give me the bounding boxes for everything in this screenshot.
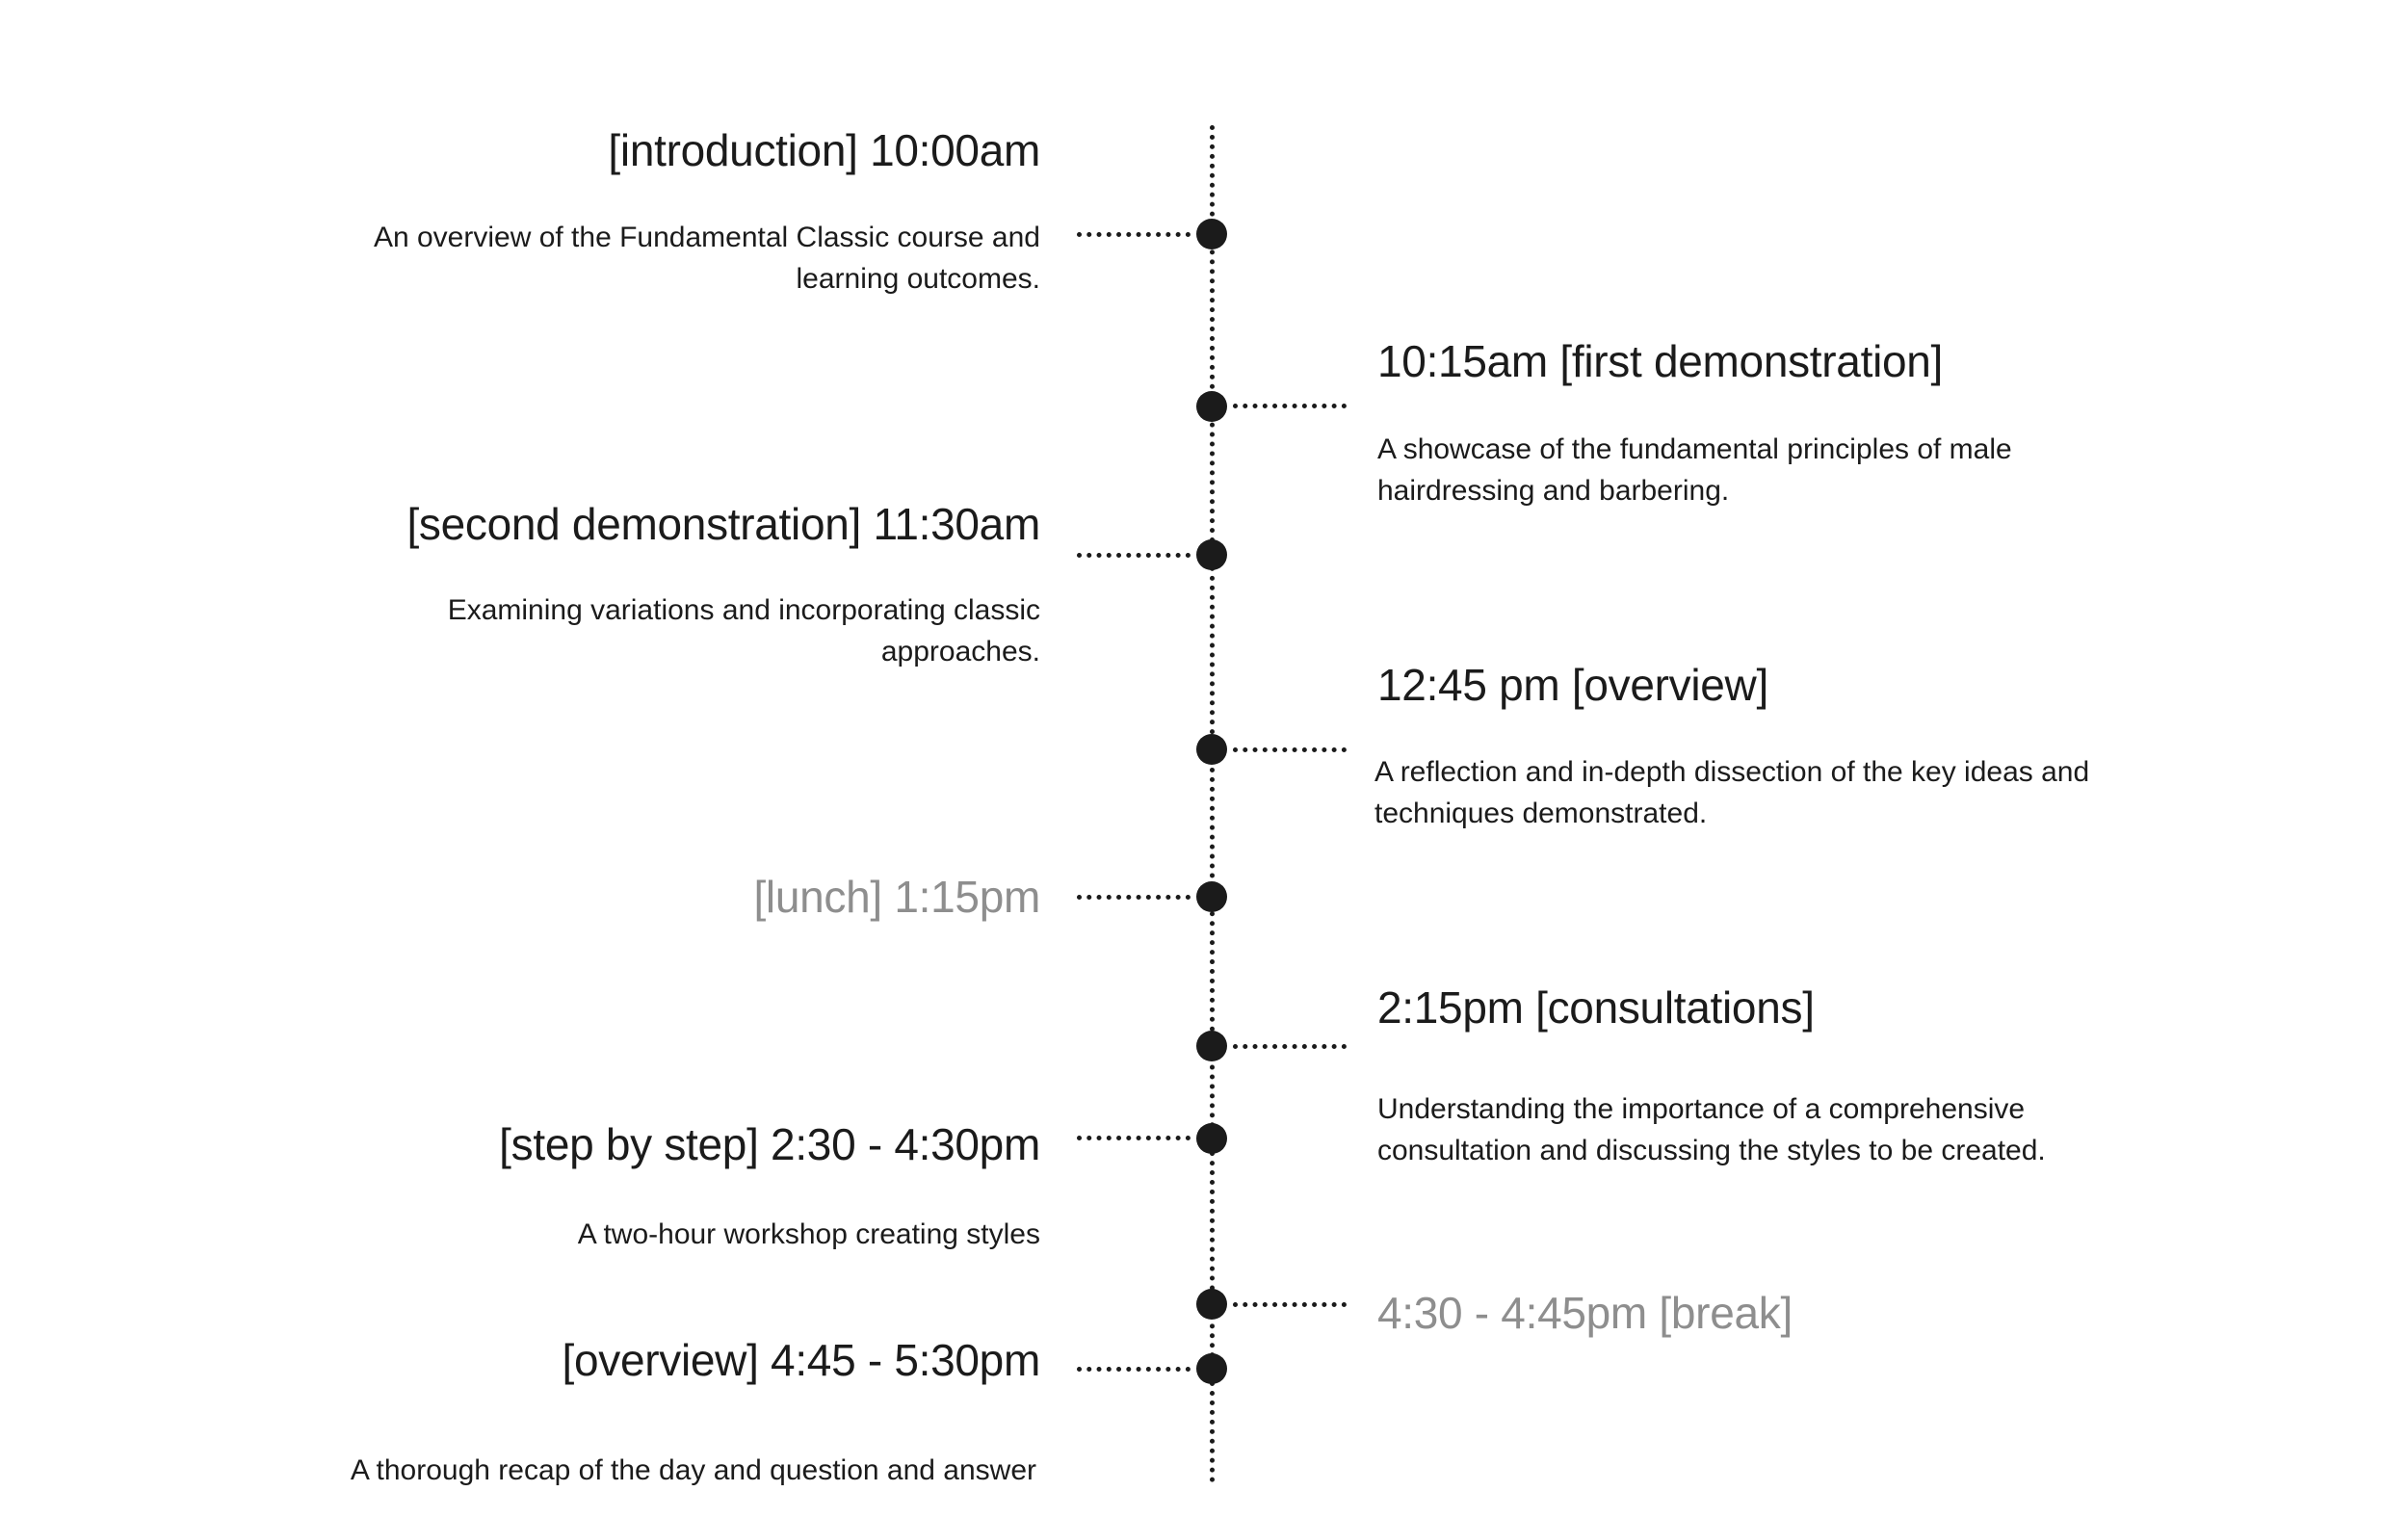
- event-description-line: consultation and discussing the styles to be created.: [1377, 1135, 2046, 1166]
- event-description-line: An overview of the Fundamental Classic course and: [373, 222, 1040, 253]
- event-title: [step by step] 2:30 - 4:30pm: [499, 1119, 1040, 1169]
- event-description-line: Understanding the importance of a comprehensive: [1377, 1093, 2026, 1125]
- event-title: [overview] 4:45 - 5:30pm: [562, 1335, 1040, 1385]
- timeline-connector: [1077, 553, 1191, 558]
- timeline-connector: [1077, 1136, 1191, 1140]
- event-title: [second demonstration] 11:30am: [406, 499, 1040, 549]
- timeline-connector: [1077, 895, 1191, 900]
- timeline-node: [1196, 1031, 1227, 1061]
- timeline-node: [1196, 1123, 1227, 1154]
- timeline-connector: [1233, 1044, 1347, 1049]
- timeline-connector: [1077, 1367, 1191, 1372]
- timeline-node: [1196, 219, 1227, 249]
- timeline-spine: [1210, 125, 1215, 1483]
- timeline-node: [1196, 539, 1227, 570]
- event-title: 10:15am [first demonstration]: [1377, 336, 1944, 386]
- timeline-node: [1196, 391, 1227, 422]
- event-description-line: learning outcomes.: [796, 263, 1040, 295]
- event-description-line: A reflection and in-depth dissection of the key ideas and: [1374, 756, 2090, 788]
- timeline-node: [1196, 1289, 1227, 1320]
- timeline-connector: [1233, 404, 1347, 408]
- event-title: [introduction] 10:00am: [608, 125, 1040, 175]
- event-description-line: Examining variations and incorporating classic: [447, 594, 1040, 626]
- timeline-node: [1196, 1353, 1227, 1384]
- event-description-line: techniques demonstrated.: [1374, 798, 1708, 829]
- event-description-line: approaches.: [880, 636, 1040, 667]
- event-title: 12:45 pm [overview]: [1377, 660, 1768, 710]
- timeline-node: [1196, 881, 1227, 912]
- event-title: 2:15pm [consultations]: [1377, 982, 1815, 1033]
- timeline-node: [1196, 734, 1227, 765]
- timeline-connector: [1077, 232, 1191, 237]
- timeline-connector: [1233, 747, 1347, 752]
- event-title: 4:30 - 4:45pm [break]: [1377, 1288, 1793, 1338]
- event-description-line: A thorough recap of the day and question and answer: [350, 1454, 1036, 1486]
- event-description-line: A showcase of the fundamental principles of male: [1377, 433, 2012, 465]
- event-description-line: A two-hour workshop creating styles: [577, 1218, 1040, 1250]
- event-description-line: hairdressing and barbering.: [1377, 475, 1730, 507]
- timeline-connector: [1233, 1302, 1347, 1307]
- event-title: [lunch] 1:15pm: [753, 872, 1040, 922]
